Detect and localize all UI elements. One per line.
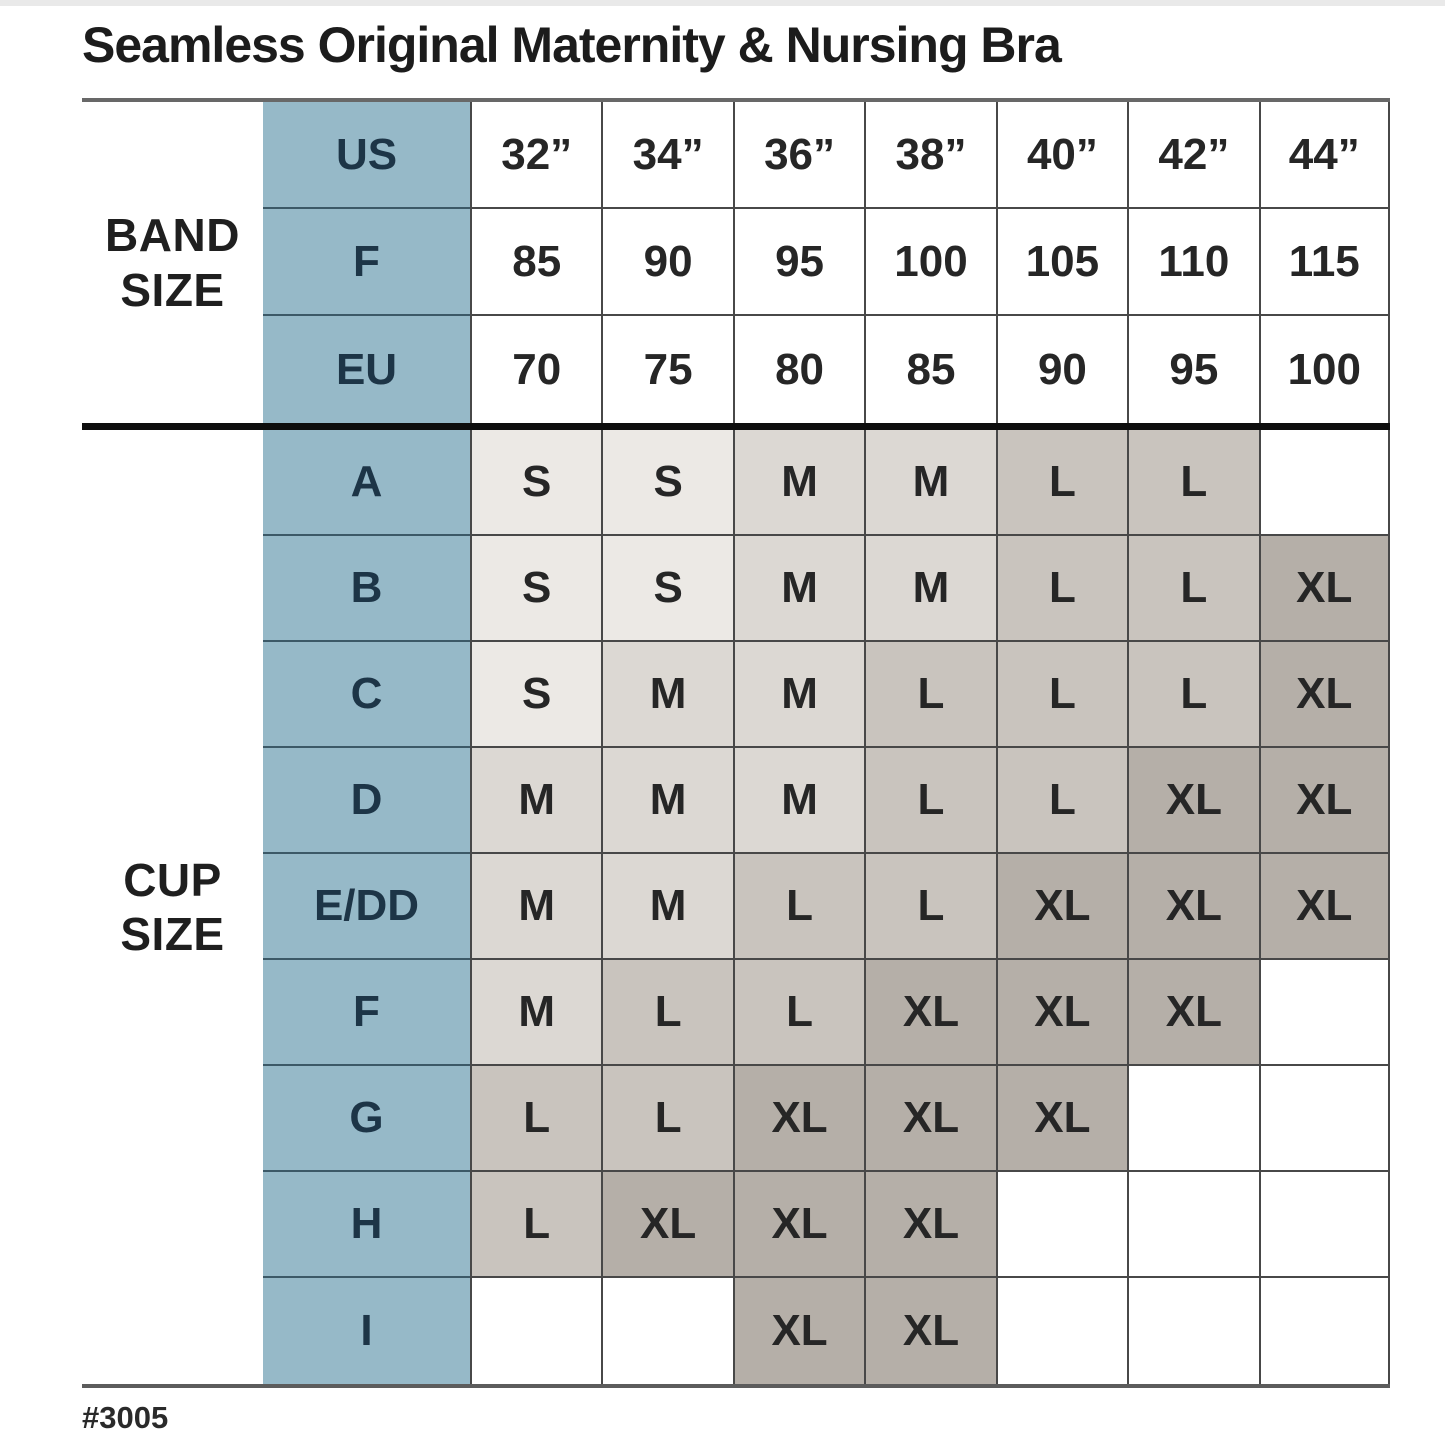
- band-size-cell: 90: [996, 316, 1127, 423]
- cup-row-header-cell: D: [263, 748, 470, 854]
- cup-size-cell: XL: [733, 1278, 864, 1384]
- cup-size-cell: XL: [1259, 748, 1390, 854]
- cup-size-label-line1: CUP: [123, 853, 222, 906]
- band-size-cell: 32”: [470, 102, 601, 209]
- cup-size-cell: L: [1127, 536, 1258, 642]
- band-size-cell: 100: [864, 209, 995, 316]
- band-size-cell: 36”: [733, 102, 864, 209]
- cup-row-header-cell: C: [263, 642, 470, 748]
- cup-size-cell: M: [470, 748, 601, 854]
- cup-size-cell: XL: [1259, 536, 1390, 642]
- cup-size-cell: L: [733, 960, 864, 1066]
- cup-size-cell: [996, 1172, 1127, 1278]
- cup-size-cell: M: [470, 960, 601, 1066]
- cup-row-header-cell: F: [263, 960, 470, 1066]
- cup-size-cell: M: [733, 536, 864, 642]
- band-size-cell: 95: [1127, 316, 1258, 423]
- size-chart-page: [82, 18, 1390, 1436]
- cup-size-cell: M: [733, 748, 864, 854]
- cup-size-cell: L: [470, 1066, 601, 1172]
- cup-size-cell: XL: [1127, 748, 1258, 854]
- cup-size-cell: L: [733, 854, 864, 960]
- cup-size-cell: M: [470, 854, 601, 960]
- band-size-cell: 40”: [996, 102, 1127, 209]
- cup-size-cell: S: [470, 536, 601, 642]
- cup-size-cell: L: [1127, 430, 1258, 536]
- style-number: #3005: [82, 1400, 169, 1435]
- cup-size-cell: M: [601, 748, 732, 854]
- cup-size-cell: M: [733, 642, 864, 748]
- cup-size-cell: S: [470, 642, 601, 748]
- cup-size-cell: [1259, 1172, 1390, 1278]
- cup-row-header-cell: A: [263, 430, 470, 536]
- band-row-header-cell: US: [263, 102, 470, 209]
- cup-size-cell: M: [864, 430, 995, 536]
- cup-size-cell: [1259, 1066, 1390, 1172]
- cup-size-group-label: [82, 430, 263, 1384]
- cup-size-cell: XL: [733, 1172, 864, 1278]
- cup-size-cell: [1259, 960, 1390, 1066]
- band-size-cell: 44”: [1259, 102, 1390, 209]
- cup-row-header-cell: E/DD: [263, 854, 470, 960]
- cup-size-cell: L: [996, 748, 1127, 854]
- cup-size-cell: L: [864, 642, 995, 748]
- cup-row-header-cell: I: [263, 1278, 470, 1384]
- page-title: Seamless Original Maternity & Nursing Bra: [82, 17, 1061, 73]
- cup-size-cell: M: [601, 854, 732, 960]
- cup-size-cell: XL: [996, 960, 1127, 1066]
- band-size-label-line1: BAND: [105, 209, 240, 262]
- page-edge-strip: [0, 0, 1445, 6]
- cup-size-cell: XL: [1127, 854, 1258, 960]
- band-size-cell: 75: [601, 316, 732, 423]
- cup-size-cell: S: [601, 536, 732, 642]
- band-size-cell: 95: [733, 209, 864, 316]
- cup-size-cell: [1259, 1278, 1390, 1384]
- cup-size-cell: XL: [864, 1278, 995, 1384]
- band-size-cell: 42”: [1127, 102, 1258, 209]
- band-row-header-cell: F: [263, 209, 470, 316]
- band-size-cell: 110: [1127, 209, 1258, 316]
- band-size-cell: 85: [470, 209, 601, 316]
- band-size-cell: 34”: [601, 102, 732, 209]
- cup-size-cell: XL: [1259, 642, 1390, 748]
- band-size-cell: 100: [1259, 316, 1390, 423]
- cup-size-cell: L: [1127, 642, 1258, 748]
- cup-size-cell: L: [996, 642, 1127, 748]
- cup-size-cell: [996, 1278, 1127, 1384]
- cup-row-header-cell: B: [263, 536, 470, 642]
- size-chart-table: [82, 98, 1390, 1388]
- band-size-cell: 115: [1259, 209, 1390, 316]
- cup-size-cell: L: [996, 430, 1127, 536]
- cup-size-cell: S: [470, 430, 601, 536]
- cup-size-cell: [470, 1278, 601, 1384]
- band-size-cell: 80: [733, 316, 864, 423]
- cup-size-cell: M: [864, 536, 995, 642]
- cup-size-cell: XL: [996, 1066, 1127, 1172]
- band-size-label-line2: SIZE: [120, 263, 225, 316]
- band-size-cell: 38”: [864, 102, 995, 209]
- band-row-header-cell: EU: [263, 316, 470, 423]
- cup-size-cell: L: [601, 1066, 732, 1172]
- cup-size-cell: L: [601, 960, 732, 1066]
- cup-size-cell: [1127, 1172, 1258, 1278]
- cup-size-cell: S: [601, 430, 732, 536]
- cup-size-cell: L: [864, 748, 995, 854]
- cup-size-cell: XL: [733, 1066, 864, 1172]
- cup-size-cell: [601, 1278, 732, 1384]
- cup-row-header-cell: H: [263, 1172, 470, 1278]
- cup-size-cell: L: [996, 536, 1127, 642]
- cup-size-cell: [1259, 430, 1390, 536]
- cup-size-cell: L: [864, 854, 995, 960]
- cup-size-cell: XL: [1127, 960, 1258, 1066]
- cup-size-cell: [1127, 1066, 1258, 1172]
- band-size-group-label: [82, 102, 263, 423]
- cup-size-cell: XL: [996, 854, 1127, 960]
- cup-size-cell: M: [601, 642, 732, 748]
- cup-size-cell: XL: [864, 1172, 995, 1278]
- cup-size-cell: XL: [864, 960, 995, 1066]
- cup-size-cell: [1127, 1278, 1258, 1384]
- band-size-cell: 105: [996, 209, 1127, 316]
- band-size-cell: 90: [601, 209, 732, 316]
- cup-size-label-line2: SIZE: [120, 908, 225, 960]
- cup-size-cell: XL: [1259, 854, 1390, 960]
- cup-size-cell: XL: [601, 1172, 732, 1278]
- band-cup-separator-line: [82, 423, 1390, 430]
- cup-size-cell: XL: [864, 1066, 995, 1172]
- band-size-cell: 85: [864, 316, 995, 423]
- band-size-cell: 70: [470, 316, 601, 423]
- cup-size-cell: L: [470, 1172, 601, 1278]
- cup-size-cell: M: [733, 430, 864, 536]
- cup-row-header-cell: G: [263, 1066, 470, 1172]
